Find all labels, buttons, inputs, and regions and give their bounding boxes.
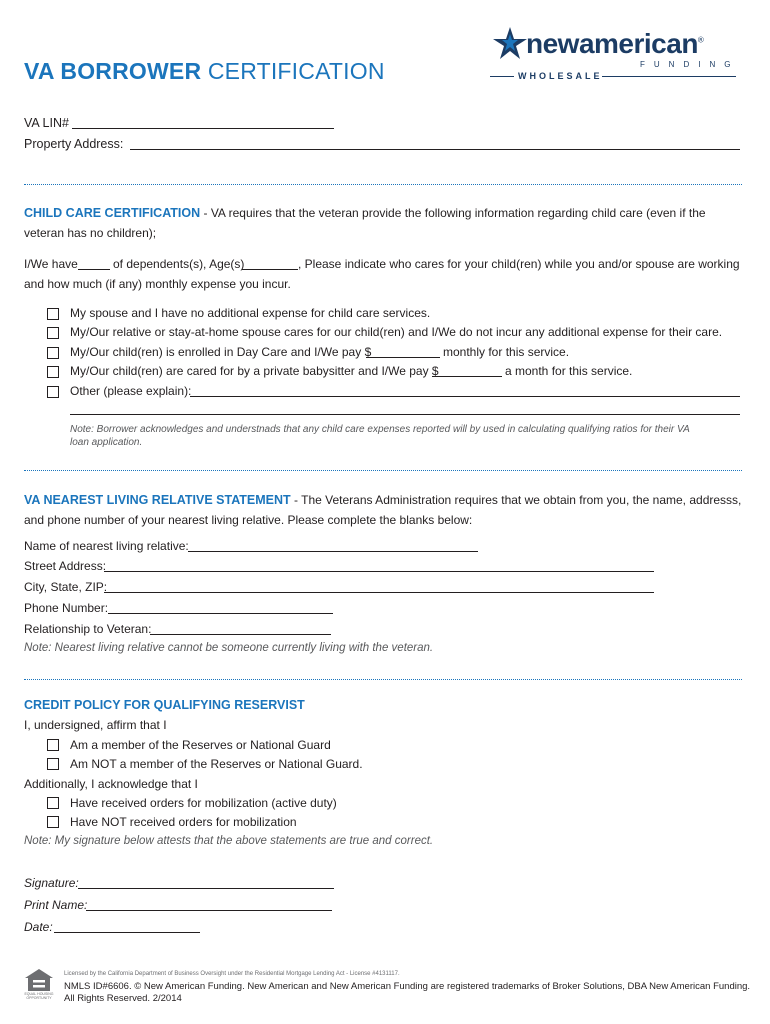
page-title [24,58,385,85]
other-explain-field-2[interactable] [70,414,740,415]
checkbox-orders-received[interactable] [47,797,59,809]
relationship-label: Relationship to Veteran: [24,622,152,636]
date-field[interactable] [54,932,200,933]
footer-nmls: NMLS ID#6606. © New American Funding. New American and New American Funding are registered trademarks of Broker Solutions, DBA New American Funding. [64,981,751,992]
relative-note: Note: Nearest living relative cannot be someone currently living with the veteran. [24,642,434,654]
logo-rule-left [490,76,514,77]
phone-number-label: Phone Number: [24,601,109,615]
reservist-acknowledge: Additionally, I acknowledge that I [24,777,198,791]
checkbox-babysitter[interactable] [47,366,59,378]
child-care-intro-text: - VA requires that the veteran provide the following information regarding child care (even if the [200,206,706,220]
title-bold: VA BORROWER [24,58,202,84]
equal-housing-logo [24,968,54,1000]
city-state-zip-field[interactable] [104,592,654,593]
print-name-field[interactable] [86,910,332,911]
dependents-ages-field[interactable] [242,269,298,270]
city-state-zip-label: City, State, ZIP: [24,580,108,594]
option-reserves-member: Am a member of the Reserves or National Guard [70,738,331,752]
checkbox-reserves-not-member[interactable] [47,758,59,770]
relative-name-label: Name of nearest living relative: [24,539,189,553]
option-relative-care: My/Our relative or stay-at-home spouse cares for our child(ren) and I/We do not incur any additional expense for their care. [70,325,723,339]
checkbox-no-expense[interactable] [47,308,59,320]
child-care-note-line1: Note: Borrower acknowledges and understnads that any child care expenses reported will by used in calculating qualifying ratios for their VA [70,424,690,435]
child-care-heading: CHILD CARE CERTIFICATION [24,206,201,220]
dependents-line2: and how much (if any) monthly expense you incur. [24,277,291,291]
checkbox-other[interactable] [47,386,59,398]
reservist-affirm: I, undersigned, affirm that I [24,718,167,732]
option-orders-not-received: Have NOT received orders for mobilization [70,815,297,829]
relative-heading: VA NEAREST LIVING RELATIVE STATEMENT [24,493,291,507]
option-babysitter: My/Our child(ren) are cared for by a private babysitter and I/We pay $ [70,364,439,378]
option-day-care: My/Our child(ren) is enrolled in Day Care and I/We pay $ [70,345,372,359]
relative-intro-text: - The Veterans Administration requires that we obtain from you, the name, addresss, [290,493,742,507]
section-divider [24,679,742,680]
signature-field[interactable] [78,888,334,889]
logo-rule-right [602,76,736,77]
title-light: CERTIFICATION [207,58,385,84]
checkbox-reserves-member[interactable] [47,739,59,751]
eho-caption: EQUAL HOUSING OPPORTUNITY [24,992,54,1000]
checkbox-orders-not-received[interactable] [47,816,59,828]
day-care-amount-field[interactable] [366,357,440,358]
day-care-suffix: monthly for this service. [443,345,570,359]
checkbox-relative-care[interactable] [47,327,59,339]
dependents-count-field[interactable] [78,269,110,270]
footer-rights: All Rights Reserved. 2/2014 [64,993,182,1004]
section-divider [24,470,742,471]
babysitter-suffix: a month for this service. [505,364,633,378]
footer-license: Licensed by the California Department of Business Oversight under the Residential Mortgage Lending Act - License #4131117. [64,971,400,977]
reservist-heading: CREDIT POLICY FOR QUALIFYING RESERVIST [24,698,305,712]
signature-label: Signature: [24,876,79,890]
child-care-intro-line2: veteran has no children); [24,226,157,240]
option-no-expense: My spouse and I have no additional expense for child care services. [70,306,431,320]
logo-wholesale: WHOLESALE [518,71,603,81]
other-explain-field[interactable] [190,396,740,397]
option-other: Other (please explain): [70,384,192,398]
logo-wordmark: newamerican® [526,28,704,59]
relative-intro [24,493,741,507]
section-divider [24,184,742,185]
company-logo [490,24,740,84]
option-orders-received: Have received orders for mobilization (active duty) [70,796,337,810]
option-reserves-not-member: Am NOT a member of the Reserves or National Guard. [70,757,363,771]
date-label: Date: [24,920,53,934]
star-logo-icon [492,26,528,60]
property-address-field[interactable] [130,149,740,150]
property-address-label: Property Address: [24,137,124,151]
va-lin-label: VA LIN# [24,116,69,130]
print-name-label: Print Name: [24,898,88,912]
logo-funding: FUNDING [640,60,740,69]
dependents-label-a: I/We have [24,257,78,271]
child-care-intro [24,206,706,220]
dependents-label-c: , Please indicate who cares for your child(ren) while you and/or spouse are working [298,257,740,271]
relative-intro-line2: and phone number of your nearest living relative. Please complete the blanks below: [24,513,473,527]
va-lin-field[interactable] [72,128,334,129]
street-address-field[interactable] [104,571,654,572]
equal-housing-icon [24,968,54,992]
reservist-note: Note: My signature below attests that the above statements are true and correct. [24,835,434,847]
child-care-note-line2: loan application. [70,437,143,448]
dependents-label-b: of dependents(s), Age(s) [113,257,245,271]
relationship-field[interactable] [150,634,331,635]
babysitter-amount-field[interactable] [432,376,502,377]
checkbox-day-care[interactable] [47,347,59,359]
phone-number-field[interactable] [108,613,333,614]
street-address-label: Street Address: [24,559,107,573]
relative-name-field[interactable] [188,551,478,552]
